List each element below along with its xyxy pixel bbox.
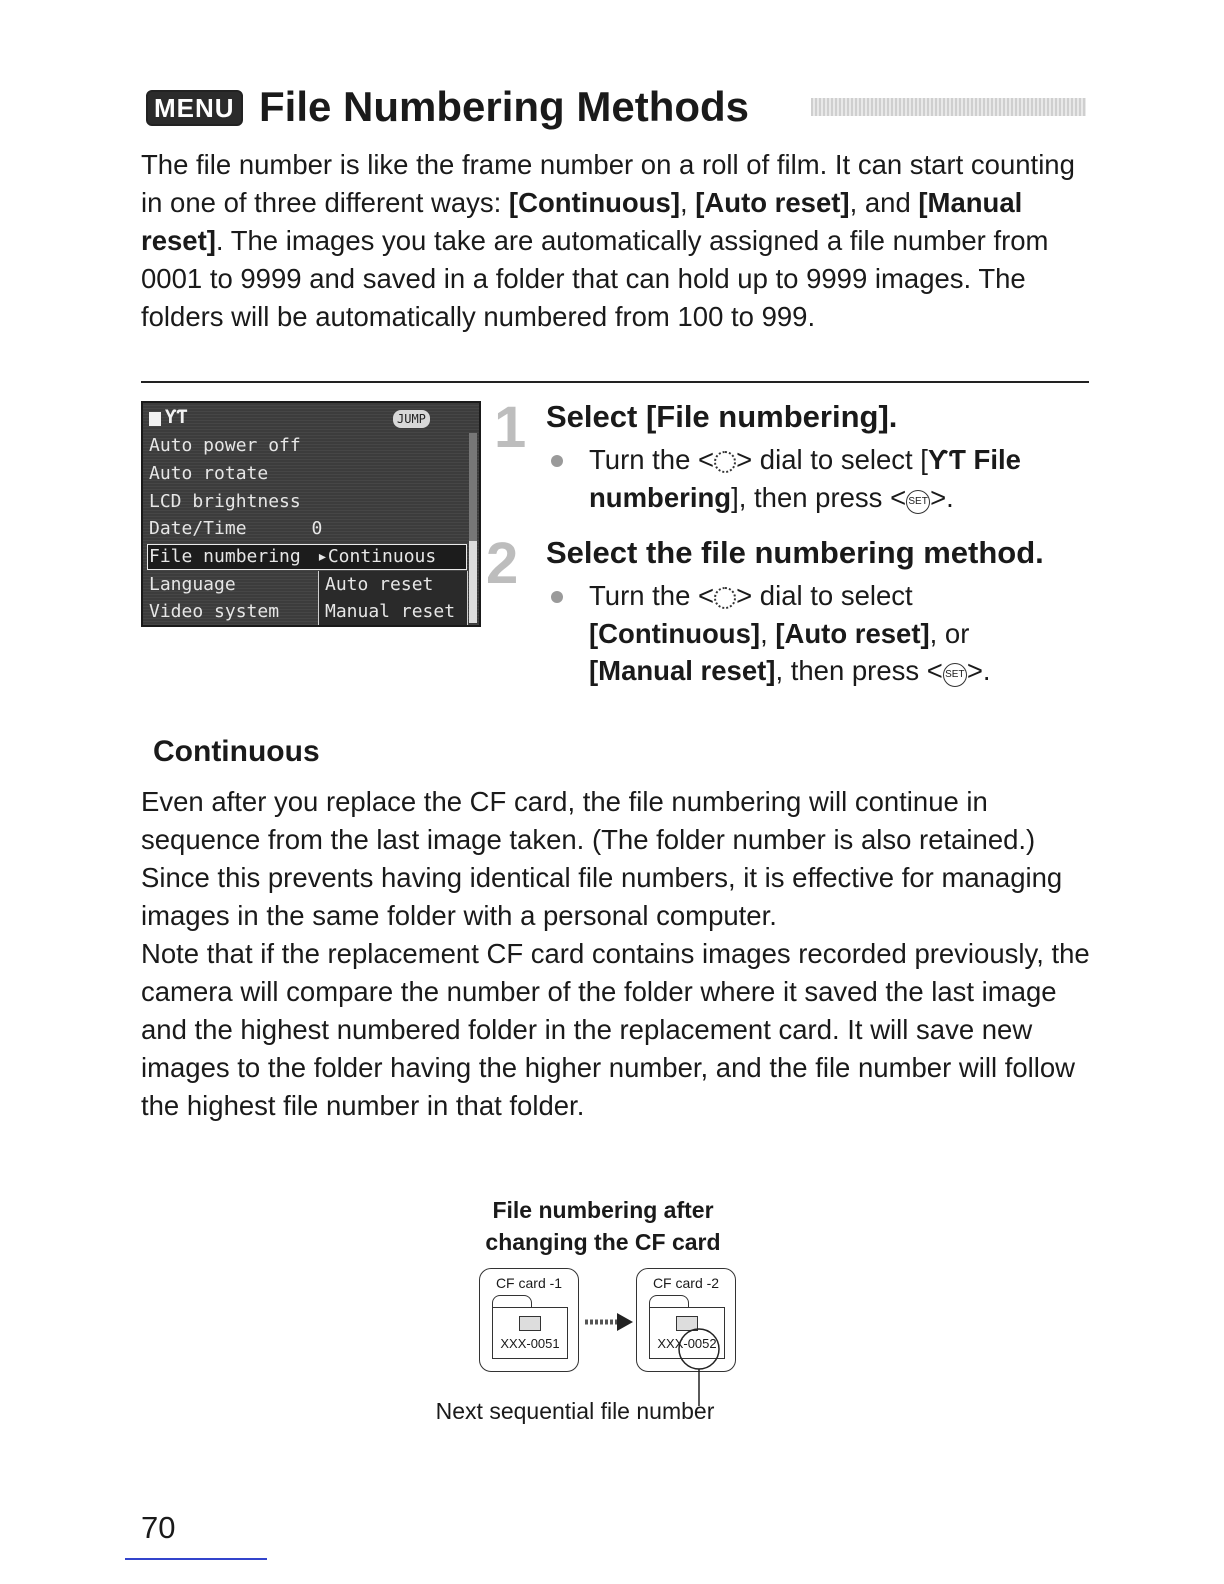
- figure-caption-line: File numbering after: [492, 1197, 714, 1223]
- step-instruction: [589, 652, 991, 690]
- lcd-menu-item: Date/Time 0: [149, 518, 323, 539]
- camera-lcd-screen: [141, 401, 481, 627]
- arrow-right-icon: [583, 1310, 635, 1334]
- lcd-header: [147, 406, 477, 432]
- set-button-icon: SET: [906, 490, 930, 514]
- intro-text: ,: [679, 187, 696, 218]
- intro-paragraph: [141, 146, 1091, 336]
- step-number: 1: [494, 395, 527, 460]
- step-text: > dial to select: [736, 580, 913, 611]
- step-text: , or: [929, 618, 970, 649]
- step-instruction: [589, 479, 954, 517]
- main-dial-icon: [714, 451, 736, 473]
- intro-manual-reset: [Manual reset]: [141, 187, 1023, 256]
- cf-card-1-icon: [479, 1268, 579, 1372]
- continuous-paragraph: Even after you replace the CF card, the file numbering will continue in sequence from the last image taken. (The folder number is also retained.) Since this prevents having identical file numbers, it is effective for managing images in the same folder with a personal computer.: [141, 786, 1063, 931]
- section-divider: [141, 381, 1089, 383]
- menu-badge: [146, 90, 243, 126]
- lcd-menu-item: Video system: [149, 601, 280, 622]
- step-text: > dial to select [: [736, 444, 928, 475]
- step-title: Select [File numbering].: [546, 399, 898, 434]
- main-dial-icon: [714, 587, 736, 609]
- bullet-icon: [551, 591, 563, 603]
- step-text: >.: [930, 482, 954, 513]
- bottom-underline: [125, 1558, 267, 1560]
- step-text-bold: [Continuous]: [589, 618, 761, 649]
- step-text: Turn the <: [589, 444, 715, 475]
- title-decorative-bar: [811, 98, 1086, 116]
- figure-caption: [440, 1194, 766, 1258]
- lcd-menu-item-selected: File numbering: [149, 546, 301, 567]
- step-text: ], then press <: [731, 482, 907, 513]
- menu-badge-label: MENU: [154, 93, 235, 123]
- file-number-label: XXX-0052: [657, 1336, 717, 1351]
- cf-card-label: CF card -2: [652, 1275, 720, 1291]
- lcd-scrollbar-thumb: [469, 541, 477, 623]
- bullet-icon: [551, 455, 563, 467]
- set-button-icon: SET: [943, 663, 967, 687]
- intro-text: , and: [849, 187, 919, 218]
- lcd-tab-marker: [149, 412, 161, 426]
- continuous-paragraph: Note that if the replacement CF card contains images recorded previously, the camera will compare the number of the folder where it saved the last image and the highest numbered folder in the replacement card. It will save new images to the folder having the higher number, and the file number will follow the highest file number in that folder.: [141, 938, 1090, 1121]
- page-number: 70: [141, 1510, 176, 1545]
- step-text-bold: [Manual reset]: [589, 655, 776, 686]
- step-instruction: [589, 577, 913, 615]
- lcd-menu-item: Auto rotate: [149, 463, 269, 484]
- step-number: 2: [486, 531, 519, 596]
- step-instruction: [589, 441, 1021, 479]
- cf-card-label: CF card -1: [495, 1275, 563, 1291]
- intro-auto-reset: [Auto reset]: [695, 187, 850, 218]
- image-file-icon: [519, 1316, 541, 1331]
- lcd-menu-item: Auto power off: [149, 435, 301, 456]
- continuous-body: [141, 783, 1091, 1125]
- lcd-menu-item: Language: [149, 574, 236, 595]
- folder-icon: [492, 1307, 568, 1359]
- step-text-bold: [Auto reset]: [775, 618, 930, 649]
- step-text: Turn the <: [589, 580, 715, 611]
- intro-text: The file number is like the frame number on a roll of film. It can start counting in one of three different ways:: [141, 149, 1075, 218]
- lcd-option-continuous: ▸Continuous: [317, 546, 437, 567]
- setup-tab-icon: ƳƬ: [165, 406, 188, 428]
- callout-caption: Next sequential file number: [435, 1398, 715, 1424]
- intro-text: . The images you take are automatically assigned a file number from 0001 to 9999 and saved in a folder that can hold up to 9999 images. The folders will be automatically numbered from 100 to 999.: [141, 225, 1049, 332]
- step-text: >.: [966, 655, 991, 686]
- page-title: File Numbering Methods: [259, 83, 750, 130]
- lcd-menu-item: LCD brightness: [149, 491, 301, 512]
- file-number-label: XXX-0051: [500, 1336, 560, 1351]
- lcd-option-auto-reset: Auto reset: [325, 574, 434, 595]
- step-title: Select the file numbering method.: [546, 535, 1044, 570]
- figure-caption-line: changing the CF card: [485, 1229, 721, 1255]
- step-text-bold: File: [965, 444, 1021, 475]
- title-row: [146, 78, 1091, 138]
- step-text-bold: numbering: [589, 482, 732, 513]
- section-heading: Continuous: [153, 735, 320, 768]
- intro-continuous: [Continuous]: [508, 187, 680, 218]
- jump-button-icon: JUMP: [393, 410, 430, 428]
- lcd-option-manual-reset: Manual reset: [325, 601, 456, 622]
- step-text: ,: [760, 618, 776, 649]
- step-text: , then press <: [775, 655, 943, 686]
- setup-menu-icon: ƳƬ: [927, 444, 966, 475]
- step-instruction: [589, 615, 969, 653]
